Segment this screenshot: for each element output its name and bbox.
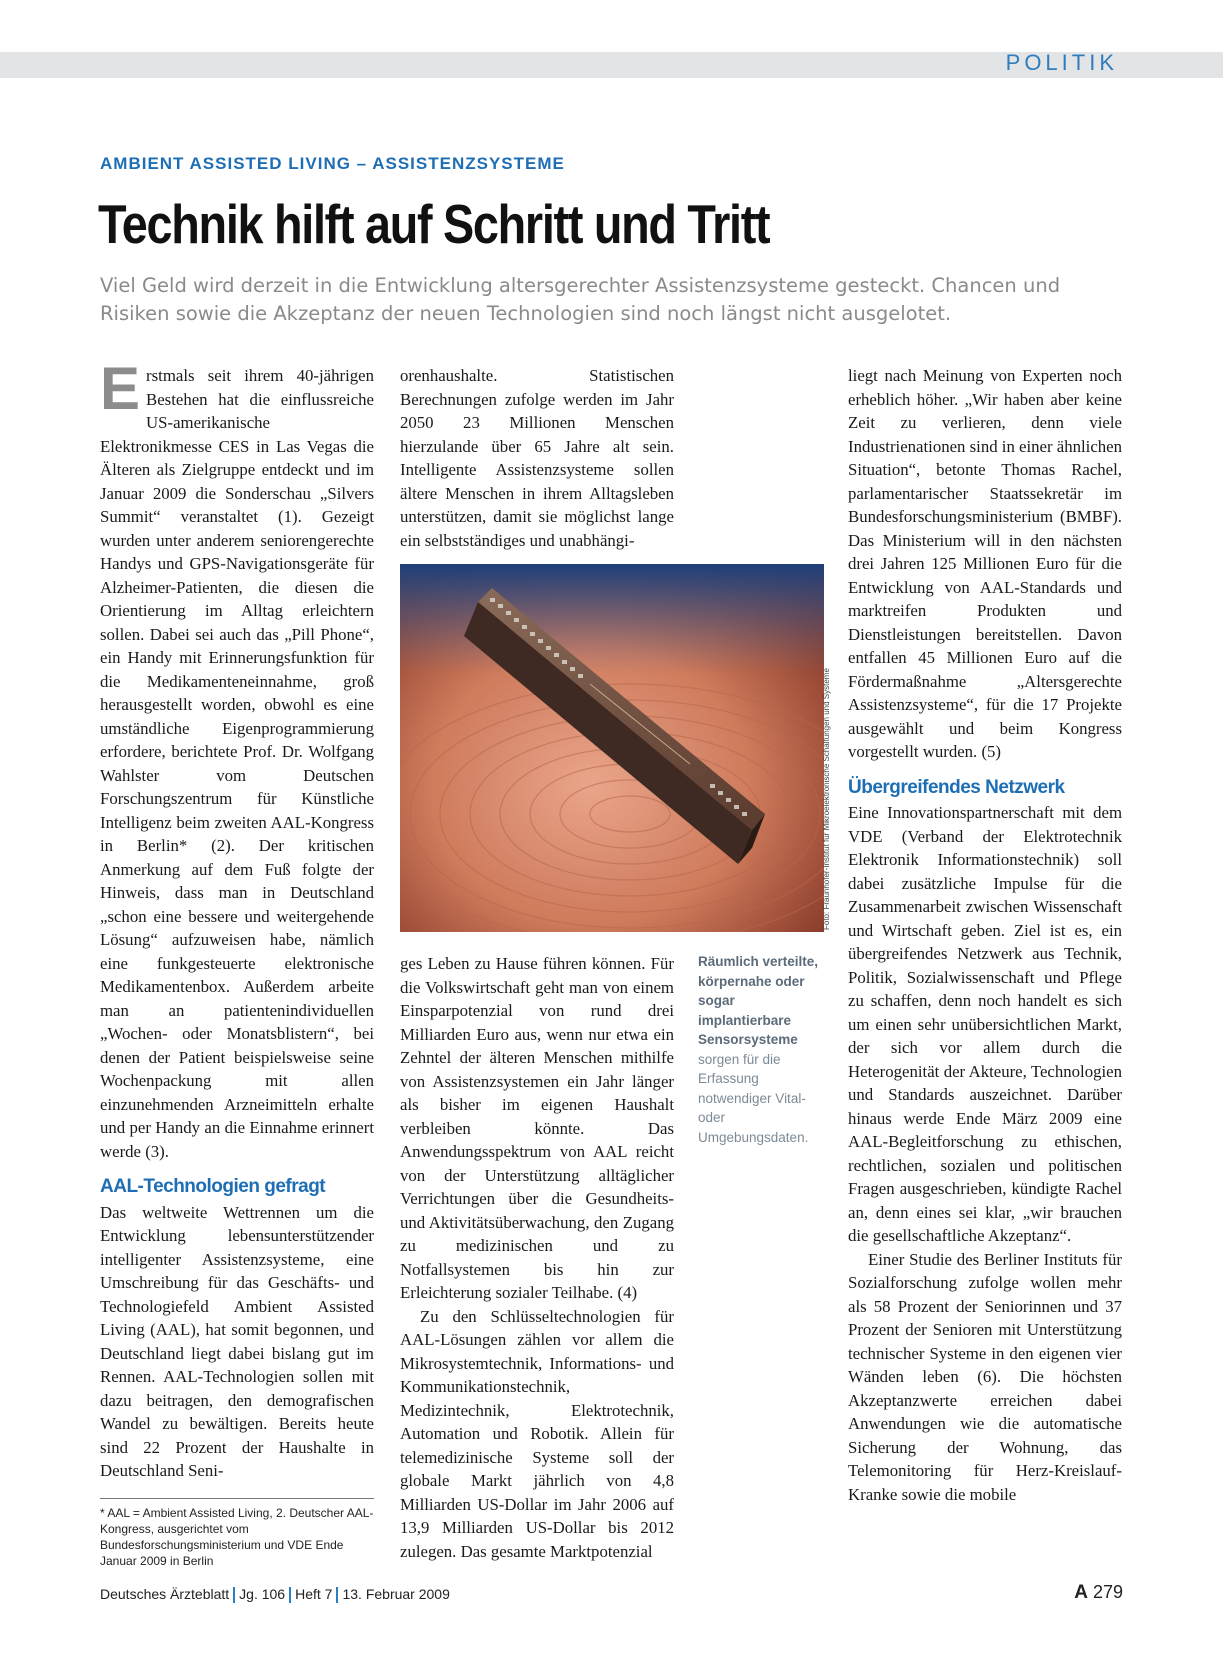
paragraph: liegt nach Meinung von Experten noch erheblich höher. „Wir haben aber keine Zeit zu verlieren, denn viele Industrienationen sind in einer ähnlichen Situation“, betonte Thomas Rachel, parlamentarischer Staatssekretär im Bundesforschungsministerium (BMBF). Das Ministerium will in den nächsten drei Jahren 125 Millionen Euro für die Entwicklung von AAL-Standards und marktreifen Produkten und Dienstleistungen bereitstellen. Davon entfallen 45 Millionen Euro auf die Fördermaßnahme „Altersgerechte Assistenzsysteme“, für die 17 Projekte ausgewählt und beim Kongress vorgestellt wurden. (5)	[848, 366, 1123, 761]
page-footer	[100, 1586, 450, 1603]
photo-credit: Foto: Fraunhofer-Institut für Mikroelektronische Schaltungen und Systeme	[822, 668, 831, 930]
separator	[289, 1587, 291, 1603]
paragraph	[100, 355, 374, 1163]
journal-name: Deutsches Ärzteblatt	[100, 1586, 230, 1602]
column-1	[100, 355, 374, 1483]
article-lead: Viel Geld wird derzeit in die Entwicklung altersgerechter Assistenzsysteme gesteckt. Chancen und Risiken sowie die Akzeptanz der neuen Technologien sind noch längst nicht ausgelotet.	[100, 274, 1061, 325]
volume: Jg. 106	[239, 1586, 286, 1602]
separator	[336, 1587, 338, 1603]
subheading: AAL-Technologien gefragt	[100, 1176, 326, 1197]
column-3	[848, 364, 1122, 1506]
drop-cap: E	[100, 355, 141, 422]
paragraph: ges Leben zu Hause führen können. Für die Volkswirtschaft geht man von einem Einsparpotenzial von rund drei Milliarden Euro aus, wenn nur etwa ein Zehntel der älteren Menschen mithilfe von Assistenzsystemen ein Jahr länger als bisher im eigenen Haushalt verbleiben könnte. Das Anwendungsspektrum von AAL reicht von der Unterstützung alltäglicher Verrichtungen über die Gesundheits- und Aktivitätsüberwachung, den Zugang zu medizinischen und zu Notfallsystemen bis hin zur Erleichterung sozialer Teilhabe. (4)	[400, 954, 674, 1302]
paragraph: Das weltweite Wettrennen um die Entwicklung lebensunterstützender intelligenter Assistenzsysteme, eine Umschreibung für das Geschäfts- und Technologiefeld Ambient Assisted Living (AAL), hat somit begonnen, und Deutschland liegt dabei bislang gut im Rennen. AAL-Technologien sollen mit dazu beitragen, den demografischen Wandel zu bewältigen. Bereits heute sind 22 Prozent der Haushalte in Deutschland Seni-	[100, 1202, 374, 1480]
section-label: POLITIK	[1005, 50, 1118, 75]
column-2-top	[400, 364, 674, 552]
paragraph: orenhaushalte. Statistischen Berechnungen zufolge werden im Jahr 2050 23 Millionen Menschen hierzulande über 65 Jahre alt sein. Intelligente Assistenzsysteme sollen ältere Menschen in ihrem Alltagsleben unterstützen, damit sie möglichst lange ein selbstständiges und unabhängi-	[400, 366, 674, 550]
paragraph: Einer Studie des Berliner Instituts für Sozialforschung zufolge wollen mehr als 58 Prozent der Seniorinnen und 37 Prozent der Senioren mit Unterstützung technischer Systeme in den eigenen vier Wänden leben (6). Die höchsten Akzeptanzwerte erreichen dabei Anwendungen wie die automatische Sicherung der Wohnung, das Telemonitoring für Herz-Kreislauf-Kranke sowie die mobile	[848, 1249, 1122, 1504]
paragraph-text: rstmals seit ihrem 40-jährigen Bestehen hat die einflussreiche US-amerikanische Elektronikmesse CES in Las Vegas die Älteren als Zielgruppe entdeckt und im Januar 2009 die Sonderschau „Silvers Summit“ veranstaltet (1). Gezeigt wurden unter anderem seniorengerechte Handys und GPS-Navigationsgeräte für Alzheimer-Patienten, die diesen die Orientierung im Alltag erleichtern sollen. Dabei sei auch das „Pill Phone“, ein Handy mit Erinnerungsfunktion für die Medikamenteneinnahme, groß herausgestellt worden, obwohl es eine umständliche Eigenprogrammierung erfordere, berichtete Prof. Dr. Wolfgang Wahlster vom Deutschen Forschungszentrum für Künstliche Intelligenz beim zweiten AAL-Kongress in Berlin* (2). Der kritischen Anmerkung auf dem Fuß folgte der Hinweis, dass man in Deutschland „schon eine bessere und weitergehende Lösung“ aufzuweisen habe, nämlich eine funkgesteuerte elektronische Medikamentenbox. Außerdem arbeite man an patientenindividuellen „Wochen- oder Monatsblistern“, bei denen der Patient beispielsweise seine Wochenpackung mit allen einzunehmenden Arzneimitteln erhalte und per Handy an die Einnahme erinnert werde (3).	[100, 366, 374, 1161]
article-kicker: AMBIENT ASSISTED LIVING – ASSISTENZSYSTEME	[100, 154, 565, 173]
issue-date: 13. Februar 2009	[342, 1586, 450, 1602]
paragraph: Eine Innovationspartnerschaft mit dem VDE (Verband der Elektrotechnik Elektronik Informationstechnik) soll dabei zusätzliche Impulse für die Zusammenarbeit zwischen Wissenschaft und Wirtschaft geben. Ziel ist es, ein übergreifendes Netzwerk aus Technik, Politik, Sozialwissenschaft und Pflege zu schaffen, denn noch handelt es sich um einen sehr unübersichtlichen Markt, der sich vor allem durch die Heterogenität der Akteure, Technologien und Standards auszeichnet. Darüber hinaus werde Ende März 2009 eine AAL-Begleitforschung zu ethischen, rechtlichen, sozialen und politischen Fragen ausgeschrieben, kündigte Rachel an, denn eines sei klar, „wir brauchen die gesellschaftliche Akzeptanz“.	[848, 803, 1122, 1245]
microchip-photo	[400, 564, 824, 932]
page-letter: A	[1074, 1582, 1088, 1603]
issue: Heft 7	[295, 1586, 333, 1602]
article-title: Technik hilft auf Schritt und Tritt	[98, 193, 770, 255]
caption-text: sorgen für die Erfassung notwendiger Vital- oder Umgebungsdaten.	[698, 1051, 809, 1145]
figure-caption	[698, 952, 830, 1147]
subheading: Übergreifendes Netzwerk	[848, 776, 1065, 798]
page-number	[1074, 1582, 1123, 1604]
footnote: * AAL = Ambient Assisted Living, 2. Deutscher AAL-Kongress, ausgerichtet vom Bundesforschungsministerium und VDE Ende Januar 2009 in Berlin	[100, 1498, 374, 1569]
caption-bold: Räumlich verteilte, körpernahe oder sogar implantierbare Sensorsysteme	[698, 954, 819, 1047]
page-num: 279	[1092, 1582, 1123, 1602]
column-2-bottom	[400, 952, 674, 1563]
microchip-on-fingertip-image	[400, 564, 824, 932]
separator	[233, 1587, 235, 1603]
paragraph: Zu den Schlüsseltechnologien für AAL-Lösungen zählen vor allem die Mikrosystemtechnik, Informations- und Kommunikationstechnik, Medizintechnik, Elektrotechnik, Automation und Robotik. Allein für telemedizinische Systeme soll der globale Markt jährlich von 4,8 Milliarden US-Dollar im Jahr 2006 auf 13,9 Milliarden US-Dollar bis 2012 zulegen. Das gesamte Marktpotenzial	[400, 1306, 674, 1561]
